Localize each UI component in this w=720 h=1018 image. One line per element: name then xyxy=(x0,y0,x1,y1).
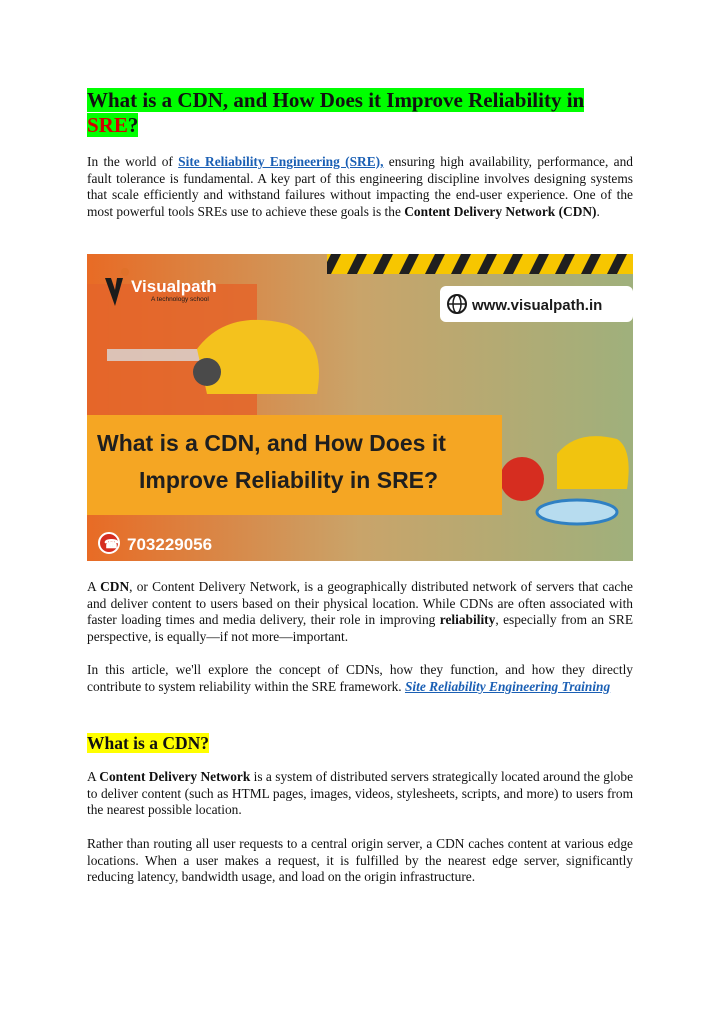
cdn-routing-paragraph: Rather than routing all user requests to a central origin server, a CDN caches content at various edge locations. When a user makes a request, it is fulfilled by the nearest edge server, significantly reducing latency, bandwidth usage, and load on the origin infrastructure. xyxy=(87,836,633,885)
brand-tagline: A technology school xyxy=(151,296,209,303)
safety-goggles xyxy=(537,500,617,524)
page-title xyxy=(87,88,633,138)
p4-bold: Content Delivery Network xyxy=(99,769,251,784)
p2-a: A xyxy=(87,579,101,594)
p2-reliability-bold: reliability xyxy=(439,612,496,628)
banner-image xyxy=(87,254,633,561)
p4-a: A xyxy=(87,769,100,784)
section-heading-text: What is a CDN? xyxy=(87,733,210,753)
intro-end: . xyxy=(596,203,600,219)
p2-c: , especially from an SRE perspective, is equally—if not more—important. xyxy=(87,612,633,644)
intro-text-2: ensuring high availability, performance, and fault tolerance is fundamental. A key part of this engineering discipline involves designing systems that scale efficiently and withstand failures without impacting the end-user experience. One of the most powerful tools SREs use to achieve these goals is the xyxy=(87,154,633,219)
website-url: www.visualpath.in xyxy=(472,297,603,314)
cdn-definition-paragraph xyxy=(87,579,633,645)
svg-text:☎: ☎ xyxy=(104,537,119,551)
article-intro-paragraph xyxy=(87,662,633,695)
intro-text-1: In the world of xyxy=(87,154,179,169)
intro-bold: Content Delivery Network (CDN) xyxy=(404,203,597,219)
headline-line-1: What is a CDN, and How Does it xyxy=(97,430,446,456)
title-sre: SRE xyxy=(87,113,128,137)
p2-b: , or Content Delivery Network, is a geographically distributed network of servers that cache and deliver content to users based on their physical location. While CDNs are often associated with faster loading times and media delivery, their role in improving xyxy=(87,579,633,628)
headline-line-2: Improve Reliability in SRE? xyxy=(139,467,439,493)
title-text: What is a CDN, and How Does it Improve Reliability in xyxy=(87,88,585,112)
cdn-system-paragraph xyxy=(87,769,633,819)
title-highlight xyxy=(87,88,584,137)
p4-b: is a system of distributed servers strategically located around the globe to deliver content (such as HTML pages, images, videos, stylesheets, scripts, and more) to users from the nearest possible location. xyxy=(87,769,634,818)
hazard-stripe xyxy=(327,254,633,274)
p2-cdn-bold: CDN xyxy=(100,579,130,594)
title-end: ? xyxy=(127,113,139,137)
intro-paragraph xyxy=(87,154,633,220)
brand-name: Visualpath xyxy=(131,277,217,296)
hardhat-buckle xyxy=(193,358,221,386)
earmuff-red xyxy=(500,457,544,501)
p3-text: In this article, we'll explore the concept of CDNs, how they function, and how they directly contribute to system reliability within the SRE framework. xyxy=(87,662,633,694)
sre-training-link[interactable]: Site Reliability Engineering Training xyxy=(404,678,611,694)
phone-number: 703229056 xyxy=(127,535,213,554)
section-heading xyxy=(87,733,209,753)
sre-link[interactable]: Site Reliability Engineering (SRE), xyxy=(178,154,384,169)
helmet-yellow xyxy=(557,436,629,489)
